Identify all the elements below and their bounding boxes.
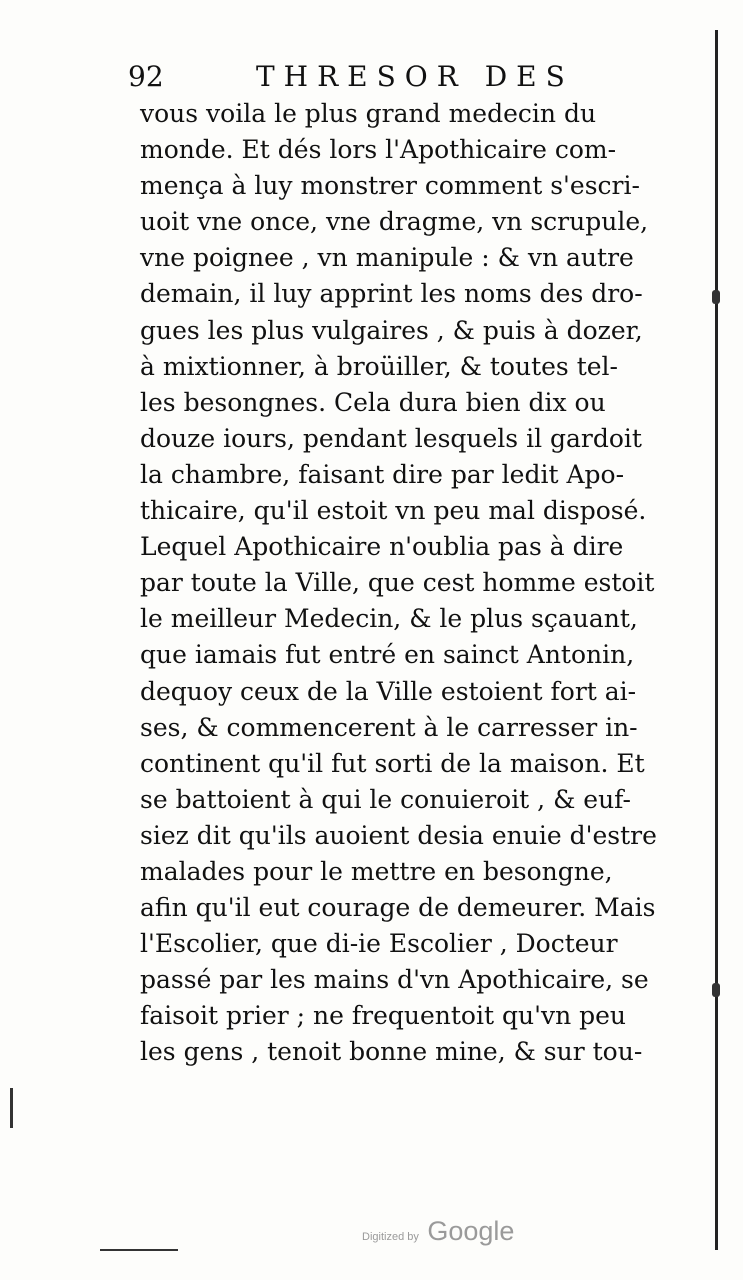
text-line: douze iours, pendant lesquels il gardoit (140, 423, 642, 453)
edge-mark (712, 290, 720, 304)
text-line: mença à luy monstrer comment s'escri- (140, 171, 640, 201)
text-line: malades pour le mettre en besongne, (140, 856, 613, 886)
text-line: le meilleur Medecin, & le plus sçauant, (140, 604, 638, 634)
text-line: uoit vne once, vne dragme, vn scrupule, (140, 207, 649, 237)
text-line: dequoy ceux de la Ville estoient fort ai- (140, 676, 637, 706)
bottom-rule (100, 1249, 178, 1251)
page-header (128, 60, 688, 94)
digitized-watermark (362, 1216, 514, 1247)
margin-tick (10, 1088, 13, 1128)
page-number: 92 (128, 60, 164, 93)
text-line: thicaire, qu'il estoit vn peu mal disposé. (140, 496, 647, 526)
text-line: continent qu'il fut sorti de la maison. Et (140, 748, 645, 778)
text-line: la chambre, faisant dire par ledit Apo- (140, 459, 625, 489)
watermark-prefix: Digitized by (362, 1231, 419, 1243)
text-line: les besongnes. Cela dura bien dix ou (140, 387, 606, 417)
text-line: vne poignee , vn manipule : & vn autre (140, 243, 634, 273)
text-line: faisoit prier ; ne frequentoit qu'vn peu (140, 1001, 627, 1031)
text-line: l'Escolier, que di-ie Escolier , Docteur (140, 929, 618, 959)
text-line: se battoient à qui le conuieroit , & euf- (140, 784, 631, 814)
text-line: siez dit qu'ils auoient desia enuie d'estre (140, 820, 657, 850)
watermark-brand: Google (427, 1216, 515, 1246)
text-line: que iamais fut entré en sainct Antonin, (140, 640, 635, 670)
body-text (140, 96, 660, 1071)
text-line: les gens , tenoit bonne mine, & sur tou- (140, 1037, 643, 1067)
text-line: vous voila le plus grand medecin du (140, 99, 597, 128)
text-line: afin qu'il eut courage de demeurer. Mais (140, 893, 656, 923)
page-edge-rule (715, 30, 718, 1250)
text-line: à mixtionner, à broüiller, & toutes tel- (140, 351, 618, 381)
text-line: gues les plus vulgaires , & puis à dozer, (140, 315, 643, 345)
text-line: Lequel Apothicaire n'oublia pas à dire (140, 532, 624, 562)
text-line: par toute la Ville, que cest homme estoit (140, 568, 655, 598)
text-line: passé par les mains d'vn Apothicaire, se (140, 965, 649, 995)
text-line: demain, il luy apprint les noms des dro- (140, 279, 643, 309)
running-title: THRESOR DES (256, 60, 574, 93)
text-line: ses, & commencerent à le carresser in- (140, 712, 638, 742)
edge-mark (712, 983, 720, 997)
text-line: monde. Et dés lors l'Apothicaire com- (140, 135, 617, 165)
